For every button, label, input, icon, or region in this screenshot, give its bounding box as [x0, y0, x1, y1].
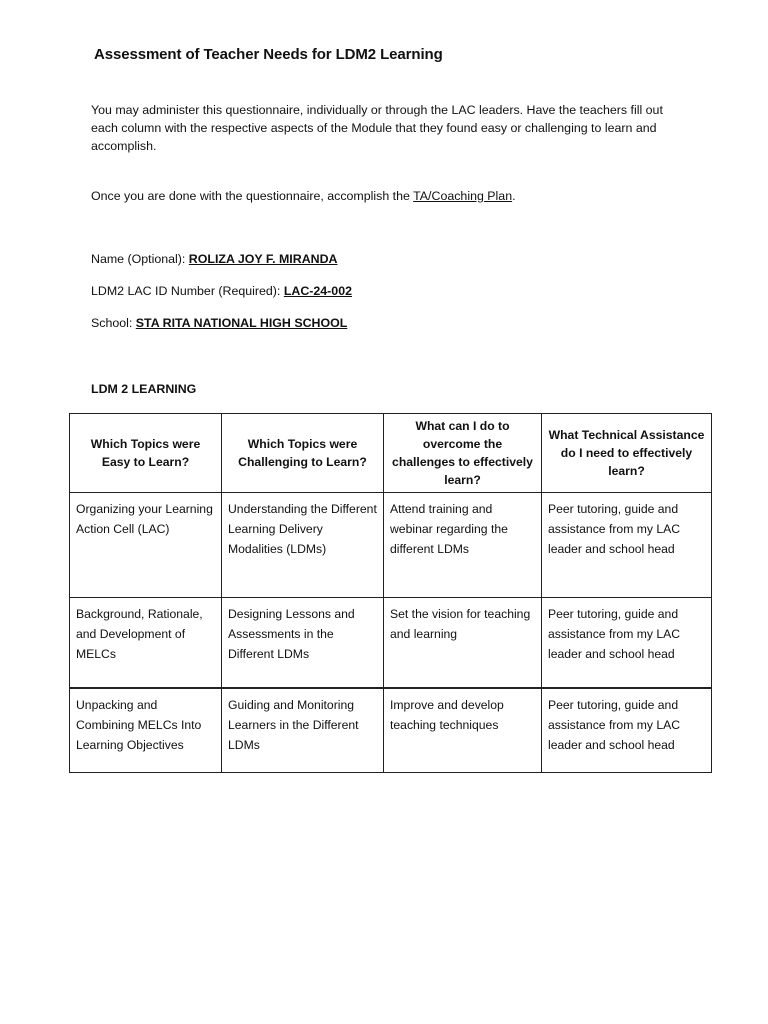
instruction-suffix: .: [512, 189, 516, 203]
school-label: School:: [91, 316, 136, 330]
name-field: [91, 252, 338, 266]
name-label: Name (Optional):: [91, 252, 189, 266]
table-cell: Organizing your Learning Action Cell (LAC): [70, 493, 222, 598]
instruction-prefix: Once you are done with the questionnaire, accomplish the: [91, 189, 414, 203]
ldm2-learning-table: [69, 413, 712, 773]
header-technical-assistance: What Technical Assistance do I need to effectively learn?: [542, 414, 712, 493]
lac-id-label: LDM2 LAC ID Number (Required):: [91, 284, 284, 298]
table-cell: Peer tutoring, guide and assistance from my LAC leader and school head: [542, 493, 712, 598]
header-easy-topics: Which Topics were Easy to Learn?: [70, 414, 222, 493]
table-cell: Attend training and webinar regarding the different LDMs: [384, 493, 542, 598]
school-value: STA RITA NATIONAL HIGH SCHOOL: [135, 316, 348, 330]
document-title: Assessment of Teacher Needs for LDM2 Learning: [94, 46, 443, 63]
ta-coaching-plan-link[interactable]: TA/Coaching Plan: [413, 189, 513, 203]
table-cell: Understanding the Different Learning Delivery Modalities (LDMs): [222, 493, 384, 598]
lac-id-field: [91, 284, 352, 298]
table-cell: Peer tutoring, guide and assistance from my LAC leader and school head: [542, 688, 712, 773]
table-cell: Improve and develop teaching techniques: [384, 688, 542, 773]
table-cell: Set the vision for teaching and learning: [384, 598, 542, 689]
school-field: [91, 316, 347, 330]
lac-id-value: LAC-24-002: [283, 284, 352, 298]
table-cell: Guiding and Monitoring Learners in the Different LDMs: [222, 688, 384, 773]
section-title: LDM 2 LEARNING: [91, 382, 197, 396]
table-row: [70, 688, 712, 773]
table-header-row: [70, 414, 712, 493]
table-row: [70, 493, 712, 598]
table-cell: Unpacking and Combining MELCs Into Learning Objectives: [70, 688, 222, 773]
table-cell: Designing Lessons and Assessments in the Different LDMs: [222, 598, 384, 689]
instruction-paragraph: [91, 189, 516, 203]
table-row: [70, 598, 712, 689]
header-challenging-topics: Which Topics were Challenging to Learn?: [222, 414, 384, 493]
intro-paragraph: You may administer this questionnaire, individually or through the LAC leaders. Have the teachers fill out each column with the respective aspects of the Module that they found easy or challenging to learn and accomplish.: [91, 103, 663, 153]
table-cell: Background, Rationale, and Development of MELCs: [70, 598, 222, 689]
table-cell: Peer tutoring, guide and assistance from my LAC leader and school head: [542, 598, 712, 689]
name-value: ROLIZA JOY F. MIRANDA: [188, 252, 338, 266]
header-overcome-challenges: What can I do to overcome the challenges to effectively learn?: [384, 414, 542, 493]
